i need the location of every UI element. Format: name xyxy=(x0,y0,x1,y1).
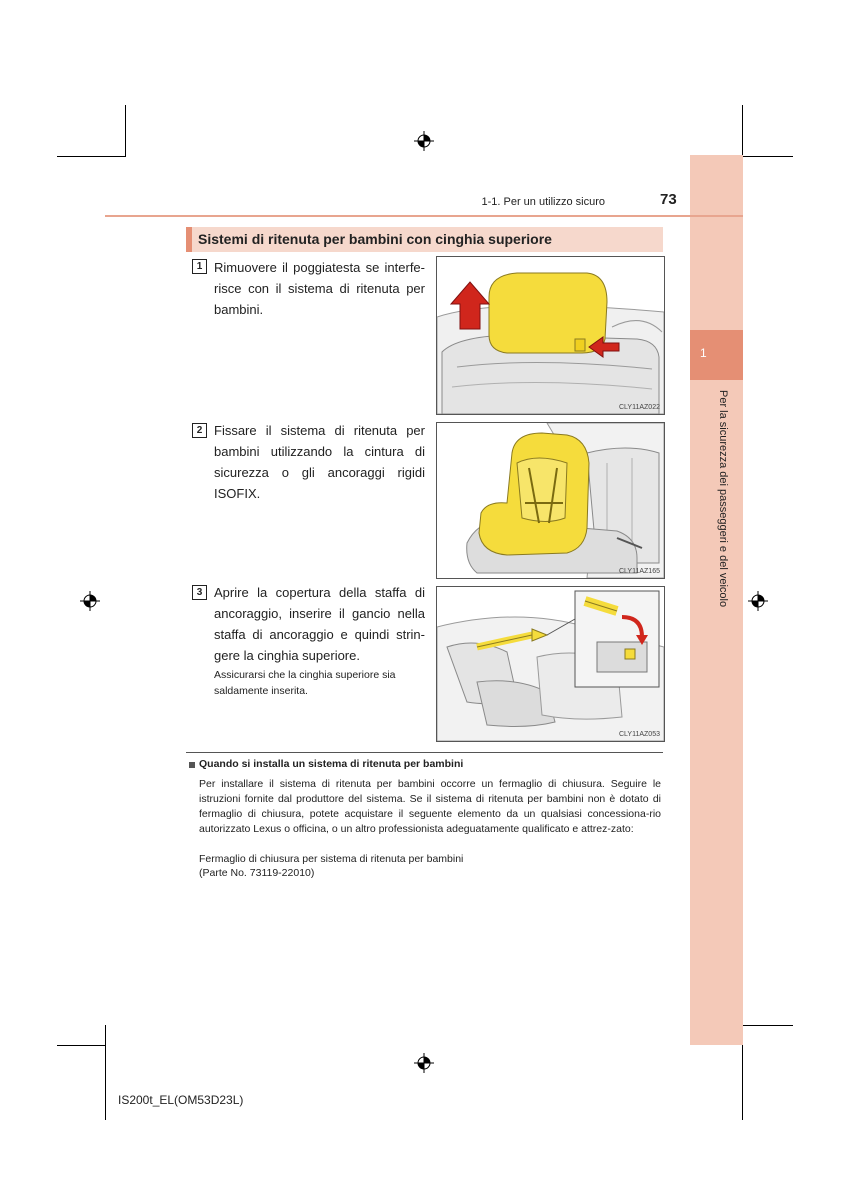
figure-child-seat-installation xyxy=(436,422,665,579)
header-rule xyxy=(105,215,743,217)
chapter-number: 1 xyxy=(700,346,707,360)
figure-code: CLY11AZ022 xyxy=(619,404,660,411)
crop-mark xyxy=(105,1025,106,1120)
info-title: Quando si installa un sistema di ritenuta per bambini xyxy=(199,758,464,770)
figure-headrest-removal xyxy=(436,256,665,415)
section-title: Sistemi di ritenuta per bambini con cinghia superiore xyxy=(198,231,552,247)
info-part-number: (Parte No. 73119-22010) xyxy=(199,867,315,879)
crop-mark xyxy=(743,156,793,157)
page-number: 73 xyxy=(660,191,677,208)
crop-mark xyxy=(742,1045,743,1120)
step-text: Rimuovere il poggiatesta se interfe-risce con il sistema di ritenuta per bambini. xyxy=(214,260,425,317)
running-head: 1-1. Per un utilizzo sicuro xyxy=(481,196,605,208)
document-code: IS200t_EL(OM53D23L) xyxy=(118,1093,244,1107)
headrest-illustration xyxy=(437,257,664,414)
figure-top-tether-anchor xyxy=(436,586,665,742)
step-number-box: 2 xyxy=(192,423,207,438)
section-title-accent xyxy=(186,227,192,252)
chapter-tab xyxy=(690,330,743,380)
crop-mark xyxy=(125,105,126,157)
step-text: Aprire la copertura della staffa di ancoraggio, inserire il gancio nella staffa di ancoraggio e quindi strin-gere la cinghia superiore. xyxy=(214,585,425,663)
crop-mark xyxy=(57,156,125,157)
step-text: Fissare il sistema di ritenuta per bambini utilizzando la cintura di sicurezza o gli ancoraggi rigidi ISOFIX. xyxy=(214,423,425,501)
step-number-box: 1 xyxy=(192,259,207,274)
registration-mark-icon xyxy=(414,1053,434,1073)
registration-mark-icon xyxy=(80,591,100,611)
step-note: Assicurarsi che la cinghia superiore sia saldamente inserita. xyxy=(214,669,396,697)
registration-mark-icon xyxy=(414,131,434,151)
step-number-box: 3 xyxy=(192,585,207,600)
registration-mark-icon xyxy=(748,591,768,611)
tether-anchor-illustration xyxy=(437,587,664,741)
info-part-name: Fermaglio di chiusura per sistema di ritenuta per bambini xyxy=(199,853,464,865)
figure-code: CLY11AZ053 xyxy=(619,731,660,738)
figure-code: CLY11AZ165 xyxy=(619,568,660,575)
info-rule xyxy=(186,752,663,753)
crop-mark xyxy=(743,1025,793,1026)
child-seat-illustration xyxy=(437,423,664,578)
crop-mark xyxy=(742,105,743,157)
chapter-title: Per la sicurezza dei passeggeri e del veicolo xyxy=(717,390,729,608)
info-bullet-icon xyxy=(189,762,195,768)
info-paragraph: Per installare il sistema di ritenuta per bambini occorre un fermaglio di chiusura. Seguire le istruzioni fornite dal produttore del sistema. Se il sistema di ritenuta per bambini non è dotato di fermaglio di chiusura, potete acquistare il seguente elemento da un qualsiasi concessiona-rio autorizzato Lexus o officina, o un altro professionista adeguatamente qualificato e attrez-zato: xyxy=(199,778,661,835)
crop-mark xyxy=(57,1045,105,1046)
